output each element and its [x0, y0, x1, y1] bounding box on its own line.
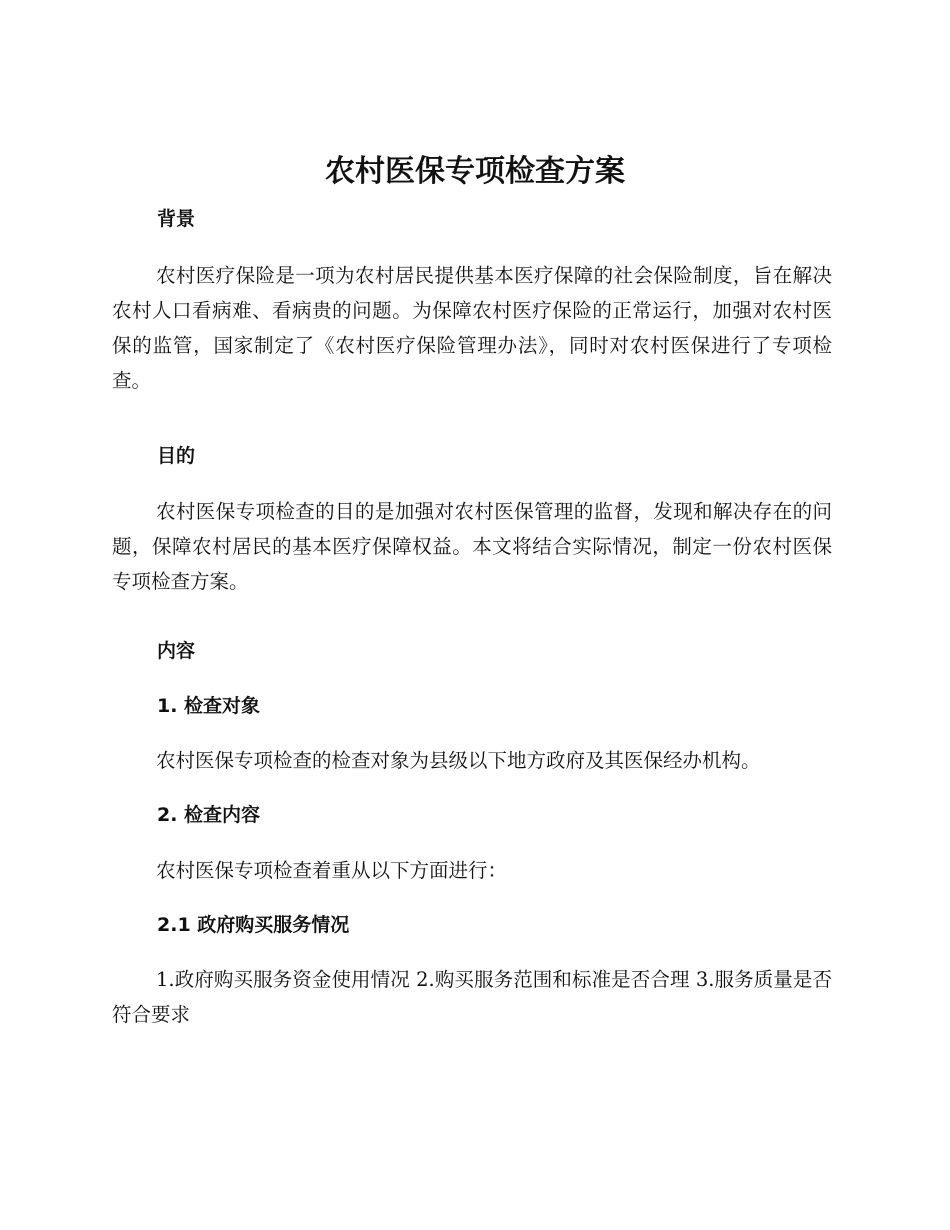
paragraph-background: 农村医疗保险是一项为农村居民提供基本医疗保障的社会保险制度，旨在解决农村人口看病难、看病贵的问题。为保障农村医疗保险的正常运行，加强对农村医保的监管，国家制定了《农村医疗保险管理办法》，同时对农村医保进行了专项检查。	[112, 264, 832, 392]
document-title: 农村医保专项检查方案	[325, 154, 625, 189]
paragraph-section-2: 农村医保专项检查着重从以下方面进行：	[156, 859, 508, 882]
heading-section-1: 1. 检查对象	[157, 695, 261, 717]
heading-background: 背景	[157, 208, 196, 230]
paragraph-section-1: 农村医保专项检查的检查对象为县级以下地方政府及其医保经办机构。	[156, 749, 761, 772]
heading-content: 内容	[157, 640, 196, 662]
paragraph-purpose: 农村医保专项检查的目的是加强对农村医保管理的监督，发现和解决存在的问题，保障农村居民的基本医疗保障权益。本文将结合实际情况，制定一份农村医保专项检查方案。	[112, 500, 832, 593]
heading-section-2-1: 2.1 政府购买服务情况	[157, 914, 350, 936]
paragraph-section-2-1: 1.政府购买服务资金使用情况 2.购买服务范围和标准是否合理 3.服务质量是否符合要求	[112, 968, 832, 1026]
heading-purpose: 目的	[157, 445, 196, 467]
heading-section-2: 2. 检查内容	[157, 804, 261, 826]
